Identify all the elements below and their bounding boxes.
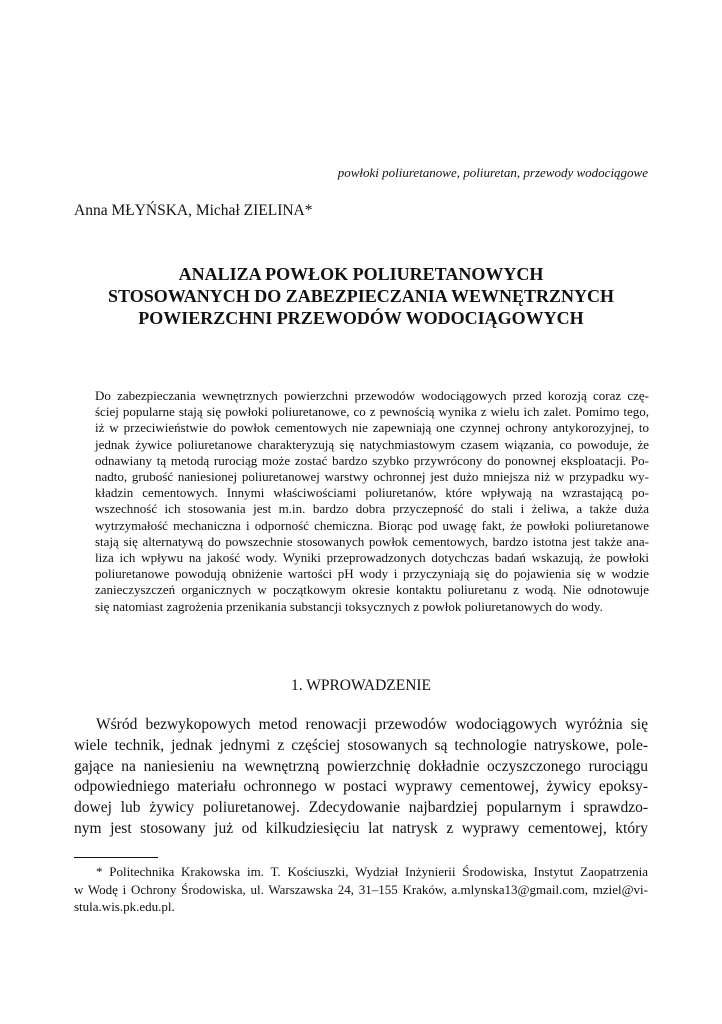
- abstract-line: jednak żywice poliuretanowe charakteryzują się natychmiastowym czasem wiązania, co powoduje, że: [95, 436, 649, 452]
- footnote-line: w Wodę i Ochrony Środowiska, ul. Warszawska 24, 31–155 Kraków, a.mlynska13@gmail.com, mziel@vi-: [74, 881, 648, 897]
- footnote-rule: [74, 857, 158, 858]
- footnote-line: * Politechnika Krakowska im. T. Kościuszki, Wydział Inżynierii Środowiska, Instytut Zaopatrzenia: [96, 864, 648, 879]
- abstract: [95, 388, 649, 615]
- section-heading: 1. WPROWADZENIE: [290, 677, 432, 694]
- authors: Anna MŁYŃSKA, Michał ZIELINA*: [74, 202, 313, 219]
- abstract-line: Do zabezpieczania wewnętrznych powierzchni przewodów wodociągowych przed korozją coraz czę-: [95, 388, 649, 403]
- keywords: powłoki poliuretanowe, poliuretan, przewody wodociągowe: [337, 165, 648, 180]
- abstract-line: poliuretanowe powodują obniżenie wartości pH wody i przyczyniają się do pojawienia się w wodzie: [95, 566, 649, 582]
- abstract-line: stają się alternatywą do powszechnie stosowanych powłok cementowych, bardzo istotna jest także ana-: [95, 533, 649, 549]
- abstract-line: zanieczyszczeń organicznych w początkowym okresie kontaktu poliuretanu z wodą. Nie odnotowuje: [95, 582, 649, 598]
- abstract-line: liza ich wpływu na jakość wody. Wyniki przeprowadzonych dotychczas badań wskazują, że powłoki: [95, 550, 649, 566]
- abstract-line: się natomiast zagrożenia przenikania substancji toksycznych z powłok poliuretanowych do wody.: [95, 598, 603, 614]
- body-line: nym jest stosowany już od kilkudziesięciu lat natrysk z wyprawy cementowej, który: [74, 819, 648, 837]
- body-line: dowej lub żywicy poliuretanowej. Zdecydowanie najbardziej popularnym i sprawdzo-: [74, 799, 648, 817]
- body-line: gające na naniesieniu na wewnętrzną powierzchnię dokładnie oczyszczonego rurociągu: [74, 757, 648, 775]
- footnote-line: stula.wis.pk.edu.pl.: [74, 899, 175, 914]
- title-line: POWIERZCHNI PRZEWODÓW WODOCIĄGOWYCH: [138, 308, 584, 328]
- title-line: ANALIZA POWŁOK POLIURETANOWYCH: [178, 264, 544, 284]
- abstract-line: nadto, grubość naniesionej poliuretanowej warstwy ochronnej jest dużo mniejsza niż w przypadku wy-: [95, 469, 649, 485]
- title-line: STOSOWANYCH DO ZABEZPIECZANIA WEWNĘTRZNYCH: [108, 286, 614, 306]
- body-line: Wśród bezwykopowych metod renowacji przewodów wodociągowych wyróżnia się: [96, 716, 648, 733]
- body-line: odpowiedniego materiału ochronnego w postaci wyprawy cementowej, żywicy epoksy-: [74, 778, 648, 796]
- abstract-line: wszechność ich stosowania jest m.in. bardzo dobra przyczepność do stali i żeliwa, a także duża: [95, 501, 649, 517]
- abstract-line: iż w przeciwieństwie do powłok cementowych nie zapewniają one czynnej ochrony antykorozyjnej, to: [95, 420, 649, 436]
- section-body: [74, 715, 648, 840]
- body-line: wiele technik, jednak jednymi z częściej stosowanych są technologie natryskowe, pole-: [74, 736, 648, 754]
- abstract-line: wytrzymałość mechaniczna i odporność chemiczna. Biorąc pod uwagę fakt, że powłoki poliuretanowe: [95, 517, 649, 533]
- paper-title: [60, 263, 662, 329]
- abstract-line: ściej popularne stają się powłoki poliuretanowe, co z pewnością wynika z wielu ich zalet. Pomimo tego,: [95, 404, 649, 420]
- footnote: [74, 863, 648, 916]
- abstract-line: odnawiany tą metodą rurociąg może zostać bardzo szybko przywrócony do ponownej eksploatacji. Po-: [95, 452, 649, 468]
- abstract-line: kładzin cementowych. Innymi właściwościami poliuretanów, które wpływają na wzrastającą po-: [95, 485, 649, 501]
